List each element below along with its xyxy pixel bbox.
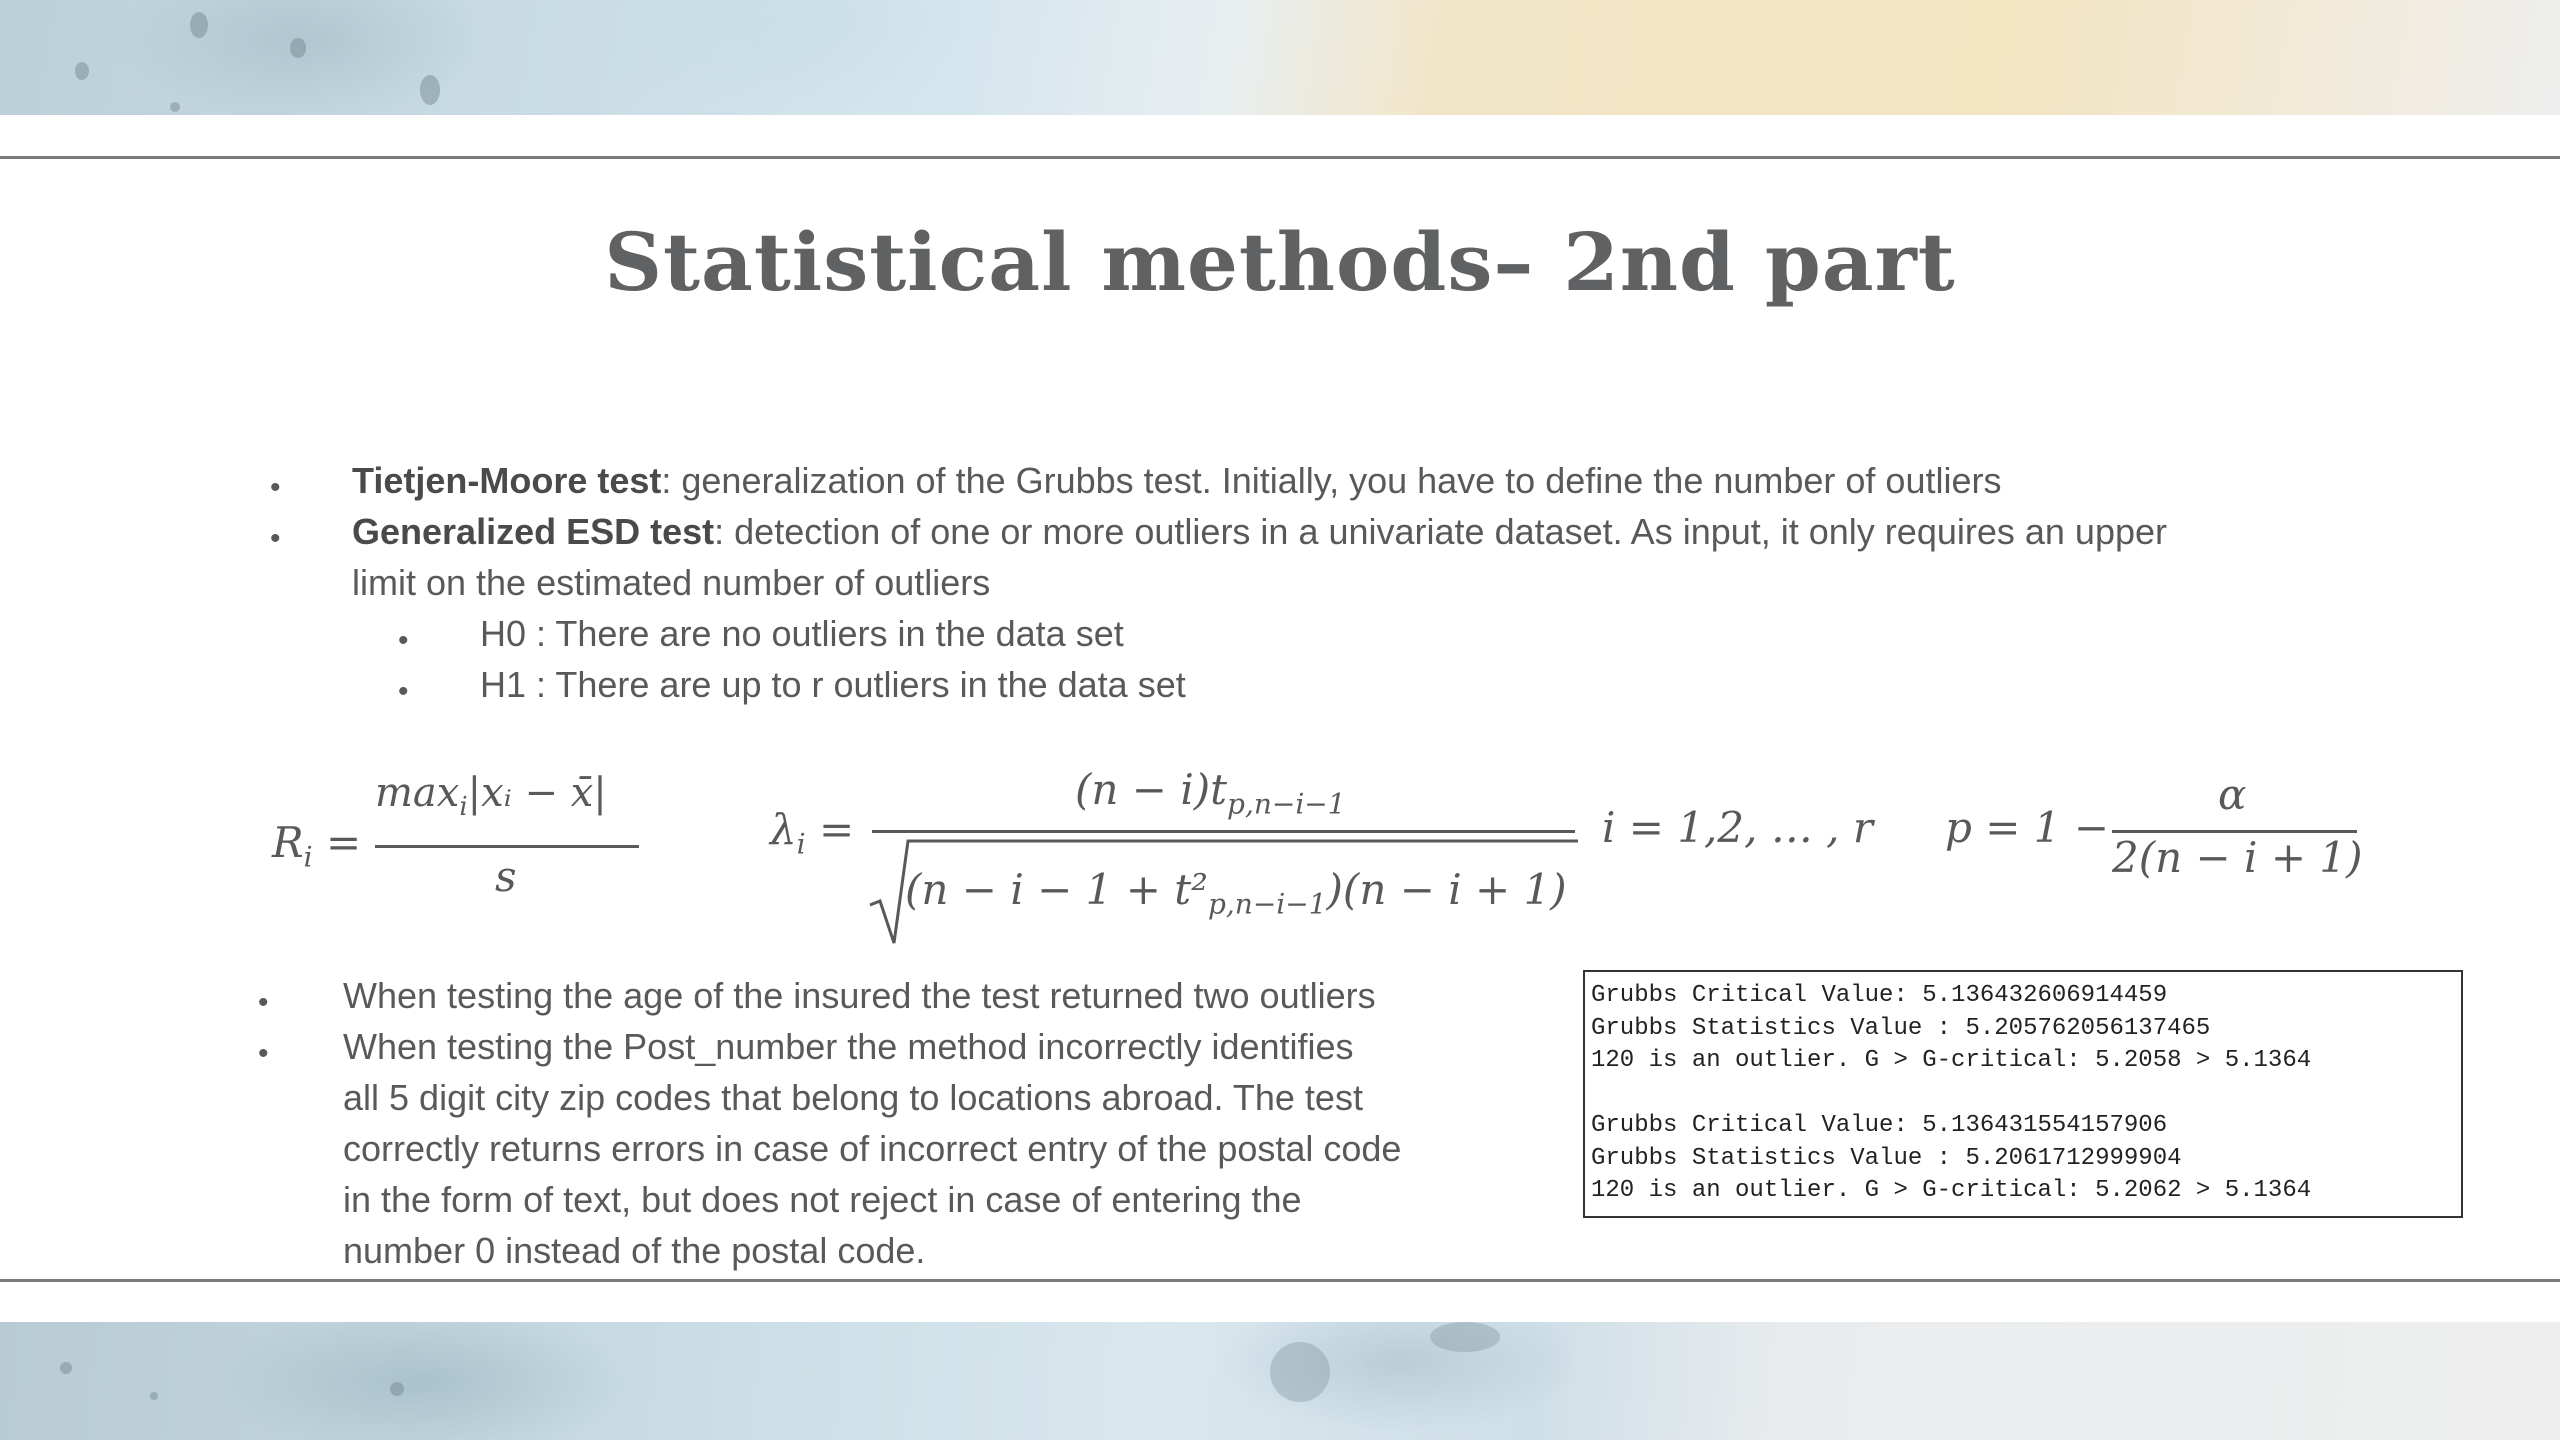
bullet-dot: • — [270, 522, 281, 555]
bullet-tietjen-moore: Tietjen-Moore test: generalization of the Grubbs test. Initially, you have to define the number of outliers — [352, 460, 2002, 501]
sub-bullet-h1: H1 : There are up to r outliers in the data set — [480, 664, 1186, 705]
bullet-post-number-line-3: correctly returns errors in case of incorrect entry of the postal code — [343, 1128, 1402, 1169]
formula-lambda-numerator: $(n - i)t_{p,n-i-1}$ — [1075, 765, 1346, 821]
console-output-box — [1583, 970, 2463, 1218]
formula-lambda-fraction-bar — [872, 830, 1575, 833]
term-generalized-esd: Generalized ESD test — [352, 511, 715, 552]
console-line — [1591, 1078, 2455, 1111]
bullet-post-number-line-2: all 5 digit city zip codes that belong to locations abroad. The test — [343, 1077, 1363, 1118]
top-divider — [0, 156, 2560, 159]
console-line: 120 is an outlier. G > G-critical: 5.2058 > 5.1364 — [1591, 1047, 2312, 1074]
bullet-dot: • — [258, 986, 269, 1019]
bullet-dot: • — [398, 675, 409, 708]
slide-title: Statistical methods– 2nd part — [604, 215, 1956, 309]
bullet-dot: • — [270, 471, 281, 504]
console-line: Grubbs Critical Value: 5.136432606914459 — [1591, 982, 2168, 1009]
formula-r: $R_i$ = — [272, 818, 362, 874]
bullet-post-number-line-1: When testing the Post_number the method incorrectly identifies — [343, 1026, 1354, 1067]
formula-lambda-denominator: $(n - i - 1 + t^2_{p,n-i-1})(n - i + 1)$ — [905, 865, 1567, 921]
formula-p: p = 1 − — [1945, 803, 2110, 852]
formula-p-numerator: α — [2218, 770, 2247, 819]
sub-bullet-h0: H0 : There are no outliers in the data set — [480, 613, 1124, 654]
formula-r-numerator: $\max_i|xᵢ$ − x̄| — [375, 770, 607, 822]
bullet-post-number-line-4: in the form of text, but does not reject in case of entering the — [343, 1179, 1302, 1220]
formula-lambda: $\lambda_i$ = — [770, 805, 855, 861]
bullet-generalized-esd-continuation: limit on the estimated number of outliers — [352, 562, 991, 603]
bullet-dot: • — [258, 1037, 269, 1070]
term-tietjen-moore: Tietjen-Moore test — [352, 460, 662, 501]
formula-r-denominator: s — [495, 852, 517, 901]
bullet-post-number-line-5: number 0 instead of the postal code. — [343, 1230, 926, 1271]
console-line: 120 is an outlier. G > G-critical: 5.2062 > 5.1364 — [1591, 1177, 2312, 1204]
formula-r-fraction-bar — [375, 845, 639, 848]
console-line: Grubbs Statistics Value : 5.205762056137465 — [1591, 1014, 2211, 1042]
bullet-age-result: When testing the age of the insured the test returned two outliers — [343, 975, 1376, 1016]
formula-p-denominator: 2(n − i + 1) — [2112, 833, 2363, 882]
formula-index-range: i = 1,2, … , r — [1602, 803, 1873, 852]
console-line: Grubbs Critical Value: 5.136431554157906 — [1591, 1112, 2168, 1139]
bottom-divider — [0, 1279, 2560, 1282]
bottom-decorative-band — [0, 1322, 2560, 1440]
bullet-dot: • — [398, 624, 409, 657]
top-decorative-band — [0, 0, 2560, 115]
bullet-generalized-esd: Generalized ESD test: detection of one or more outliers in a univariate dataset. As input, it only requires an upper — [352, 511, 2167, 552]
console-line: Grubbs Statistics Value : 5.2061712999904 — [1591, 1144, 2182, 1172]
